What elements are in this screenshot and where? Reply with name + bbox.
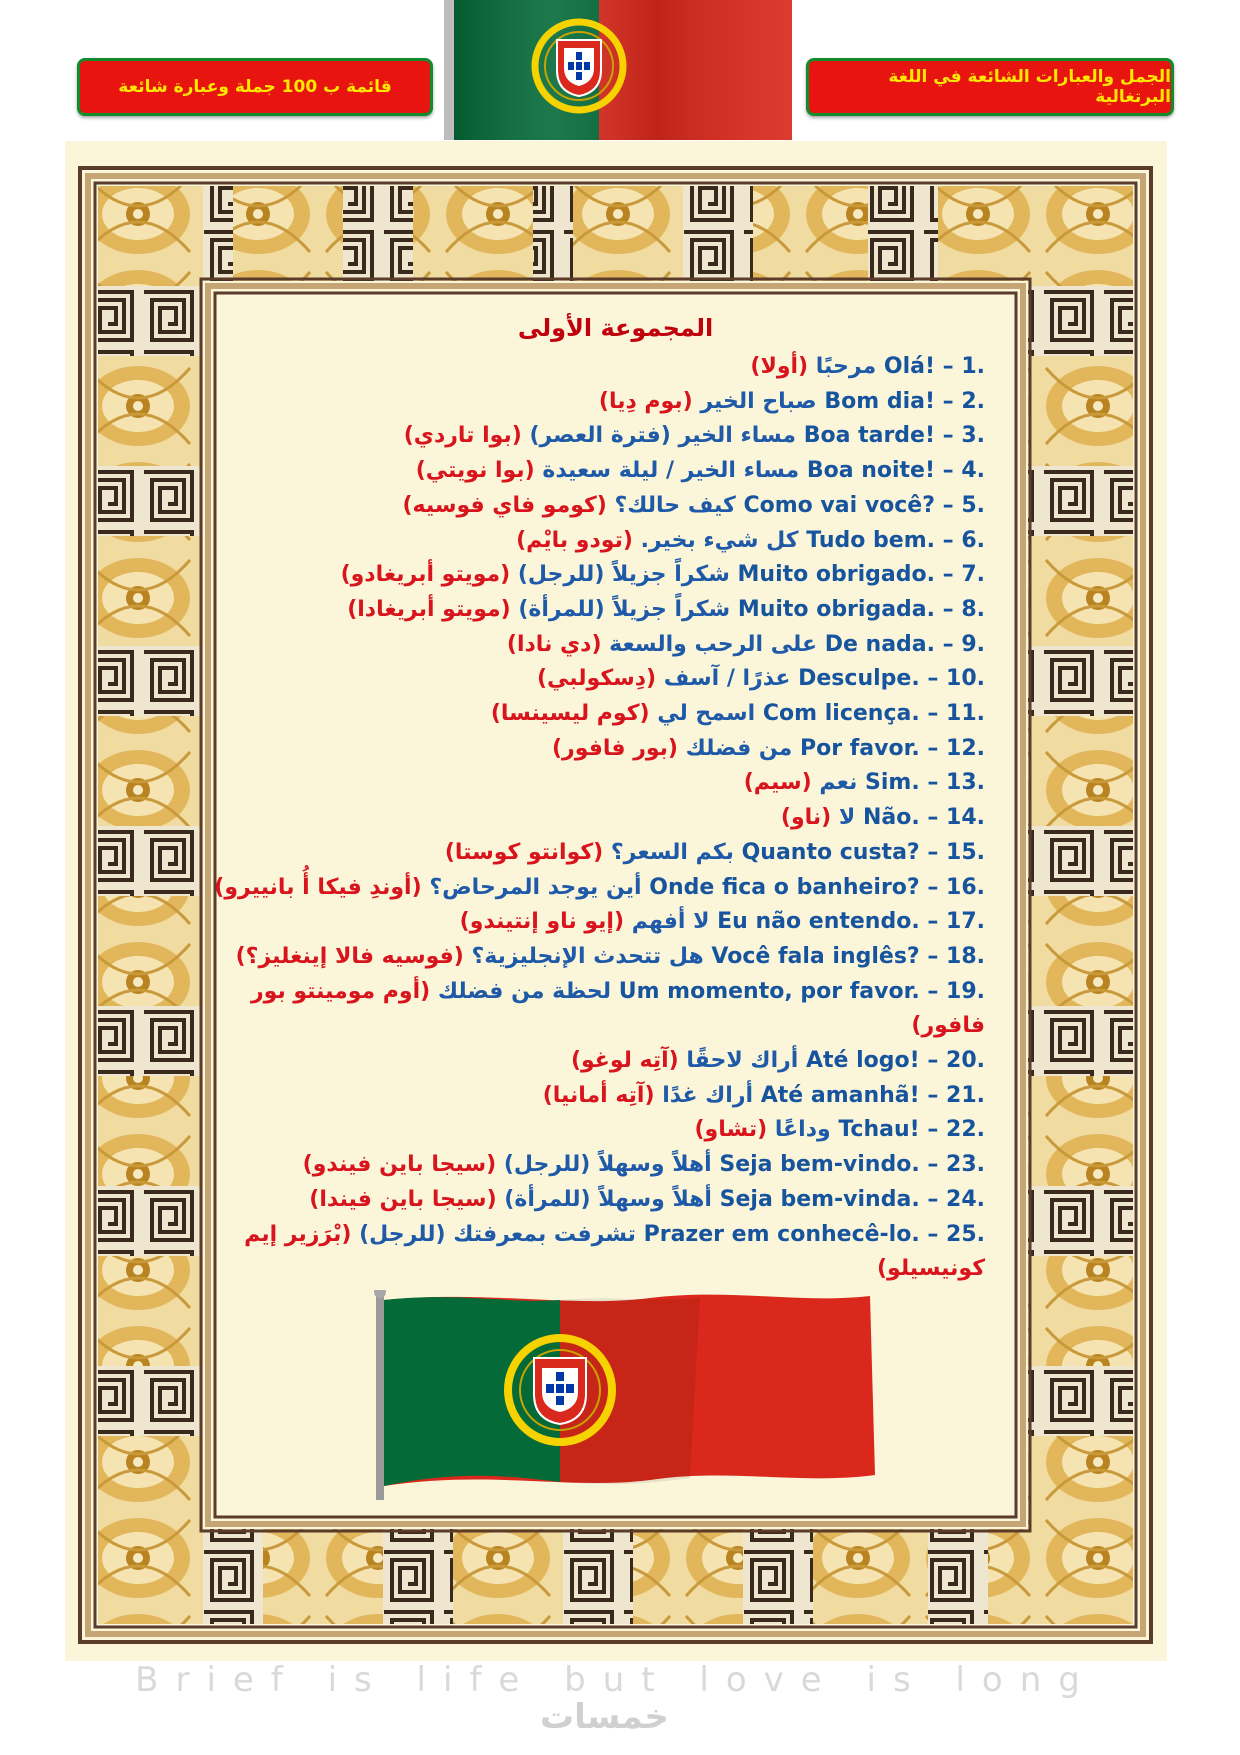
phrase-list-content <box>214 310 1003 1287</box>
portuguese-phrase: Por favor. – <box>799 735 939 761</box>
portuguese-phrase: De nada. – <box>824 631 954 657</box>
pronunciation: (بْرَزير إيم كونيسيلو) <box>244 1221 985 1282</box>
site-watermark-logo: خمسات <box>540 1697 669 1737</box>
watermark-text: Brief is life but love is long <box>135 1660 1097 1700</box>
phrase-row <box>228 524 1003 559</box>
phrase-number: 15. <box>946 839 985 865</box>
portuguese-phrase: Tchau! – <box>838 1117 939 1143</box>
pronunciation: (فوسيه فالا إينغليز؟) <box>235 943 464 969</box>
phrase-row <box>228 766 1003 801</box>
phrase-row <box>228 1044 1003 1079</box>
phrase-number: 7. <box>961 562 985 588</box>
portuguese-phrase: Tudo bem. – <box>806 527 954 553</box>
portugal-flag-image-bottom <box>370 1290 880 1500</box>
phrase-row <box>228 350 1003 385</box>
section-title: المجموعة الأولى <box>517 314 714 342</box>
arabic-translation: اسمح لي <box>657 701 756 727</box>
portuguese-phrase: Desculpe. – <box>798 666 939 692</box>
pronunciation: (كوم ليسينسا) <box>490 701 650 727</box>
right-header-badge <box>806 58 1174 116</box>
pronunciation: (سيجا باين فيندا) <box>309 1186 497 1212</box>
arabic-translation: أهلاً وسهلاً (للرجل) <box>503 1152 712 1178</box>
arabic-translation: صباح الخير <box>700 388 817 414</box>
pronunciation: (دِسكولبي) <box>536 666 657 692</box>
arabic-translation: مساء الخير (فترة العصر) <box>529 423 797 449</box>
phrase-number: 17. <box>946 909 985 935</box>
phrase-number: 11. <box>946 701 985 727</box>
arabic-translation: من فضلك <box>685 735 793 761</box>
pronunciation: (تشاو) <box>694 1117 768 1143</box>
phrase-row <box>228 454 1003 489</box>
arabic-translation: وداعًا <box>774 1117 831 1143</box>
phrase-number: 24. <box>946 1186 985 1212</box>
portuguese-phrase: Seja bem-vinda. – <box>719 1186 939 1212</box>
phrase-row <box>228 1148 1003 1183</box>
arabic-translation: مساء الخير / ليلة سعيدة <box>542 458 800 484</box>
portuguese-phrase: Bom dia! – <box>824 388 954 414</box>
portuguese-phrase: Você fala inglês? – <box>711 943 939 969</box>
phrase-number: 20. <box>946 1048 985 1074</box>
arabic-translation: أهلاً وسهلاً (للمرأة) <box>504 1186 712 1212</box>
arabic-translation: شكراً جزيلاً (للمرأة) <box>518 596 731 622</box>
portuguese-phrase: Boa noite! – <box>806 458 954 484</box>
phrase-row <box>228 385 1003 420</box>
portugal-flag-image-top <box>444 0 792 140</box>
pronunciation: (آتِه لوغو) <box>570 1048 679 1074</box>
portuguese-phrase: Até logo! – <box>806 1048 939 1074</box>
portuguese-phrase: Um momento, por favor. – <box>618 978 939 1004</box>
phrase-row <box>228 732 1003 767</box>
phrase-number: 4. <box>961 458 985 484</box>
phrase-row <box>228 558 1003 593</box>
arabic-translation: أراك لاحقًا <box>686 1048 799 1074</box>
pronunciation: (ناو) <box>780 805 832 831</box>
phrase-row <box>228 836 1003 871</box>
phrase-row <box>228 1113 1003 1148</box>
right-badge-text: الجمل والعبارات الشائعة في اللغة البرتغالية <box>888 67 1171 107</box>
phrase-row <box>228 1218 1003 1287</box>
phrase-row <box>228 593 1003 628</box>
pronunciation: (مويتو أبريغادو) <box>340 562 511 588</box>
phrase-number: 19. <box>946 978 985 1004</box>
arabic-translation: أين يوجد المرحاض؟ <box>429 874 642 900</box>
phrase-row <box>228 940 1003 975</box>
arabic-translation: تشرفت بمعرفتك (للرجل) <box>359 1221 636 1247</box>
phrase-number: 1. <box>961 354 985 379</box>
phrase-number: 12. <box>946 735 985 761</box>
left-header-badge <box>77 58 433 116</box>
portuguese-phrase: Sim. – <box>865 770 939 796</box>
pronunciation: (كومو فاي فوسيه) <box>402 492 607 518</box>
pronunciation: (دي نادا) <box>506 631 602 657</box>
portuguese-phrase: Seja bem-vindo. – <box>719 1152 939 1178</box>
arabic-translation: شكراً جزيلاً (للرجل) <box>517 562 730 588</box>
phrase-row <box>228 905 1003 940</box>
arabic-translation: لحظة من فضلك <box>437 978 612 1004</box>
phrase-row <box>228 1079 1003 1114</box>
phrase-row <box>228 975 1003 1044</box>
phrase-number: 22. <box>946 1117 985 1143</box>
phrase-number: 18. <box>946 943 985 969</box>
phrase-number: 2. <box>961 388 985 414</box>
arabic-translation: أراك غدًا <box>662 1082 754 1108</box>
pronunciation: (مويتو أبريغادا) <box>347 596 511 622</box>
phrase-number: 21. <box>946 1082 985 1108</box>
portuguese-phrase: Boa tarde! – <box>803 423 954 449</box>
phrase-number: 10. <box>946 666 985 692</box>
portuguese-phrase: Muito obrigada. – <box>737 596 954 622</box>
left-badge-text: قائمة ب 100 جملة وعبارة شائعة <box>118 77 392 97</box>
portuguese-phrase: Quanto custa? – <box>741 839 939 865</box>
pronunciation: (بور فافور) <box>551 735 678 761</box>
pronunciation: (إيو ناو إنتيندو) <box>459 909 625 935</box>
phrase-number: 6. <box>961 527 985 553</box>
pronunciation: (أوندِ فيكا أُ بانييرو) <box>214 874 422 900</box>
pronunciation: (آتِه أمانيا) <box>542 1082 655 1108</box>
portuguese-phrase: Não. – <box>862 805 939 831</box>
portuguese-phrase: Onde fica o banheiro? – <box>649 874 939 900</box>
arabic-translation: عذرًا / آسف <box>663 666 791 692</box>
phrase-row <box>228 801 1003 836</box>
arabic-translation: لا <box>838 805 856 831</box>
portuguese-phrase: Eu não entendo. – <box>717 909 939 935</box>
arabic-translation: كل شيء بخير. <box>640 527 799 553</box>
portuguese-phrase: Como vai você? – <box>743 492 954 518</box>
phrase-number: 16. <box>946 874 985 900</box>
arabic-translation: على الرحب والسعة <box>609 631 818 657</box>
arabic-translation: نعم <box>819 770 858 796</box>
phrase-row <box>228 662 1003 697</box>
phrase-number: 25. <box>946 1221 985 1247</box>
arabic-translation: بكم السعر؟ <box>610 839 734 865</box>
arabic-translation: مرحبًا <box>815 354 877 379</box>
arabic-translation: كيف حالك؟ <box>614 492 736 518</box>
phrase-number: 14. <box>946 805 985 831</box>
portuguese-phrase: Muito obrigado. – <box>737 562 954 588</box>
phrase-row <box>228 697 1003 732</box>
arabic-translation: هل تتحدث الإنجليزية؟ <box>471 943 704 969</box>
phrase-list <box>214 350 1003 1287</box>
phrase-number: 8. <box>961 596 985 622</box>
arabic-translation: لا أفهم <box>631 909 710 935</box>
phrase-number: 9. <box>961 631 985 657</box>
pronunciation: (أولا) <box>750 354 809 379</box>
portuguese-phrase: Com licença. – <box>762 701 939 727</box>
phrase-row <box>228 489 1003 524</box>
phrase-row <box>228 1183 1003 1218</box>
pronunciation: (بوا تاردي) <box>403 423 522 449</box>
phrase-number: 23. <box>946 1152 985 1178</box>
pronunciation: (تودو بايْم) <box>516 527 633 553</box>
pronunciation: (سيم) <box>743 770 812 796</box>
phrase-row <box>214 871 1003 906</box>
pronunciation: (بوم دِيا) <box>598 388 693 414</box>
portuguese-phrase: Até amanhã! – <box>760 1082 939 1108</box>
phrase-row <box>228 419 1003 454</box>
pronunciation: (بوا نويتي) <box>415 458 535 484</box>
portuguese-phrase: Olá! – <box>883 354 954 379</box>
portuguese-phrase: Prazer em conhecê-lo. – <box>643 1221 939 1247</box>
pronunciation: (كوانتو كوستا) <box>444 839 604 865</box>
pronunciation: (أوم مومينتو بور فافور) <box>250 978 985 1039</box>
phrase-number: 5. <box>961 492 985 518</box>
pronunciation: (سيجا باين فيندو) <box>302 1152 497 1178</box>
phrase-number: 13. <box>946 770 985 796</box>
phrase-number: 3. <box>961 423 985 449</box>
phrase-row <box>228 628 1003 663</box>
